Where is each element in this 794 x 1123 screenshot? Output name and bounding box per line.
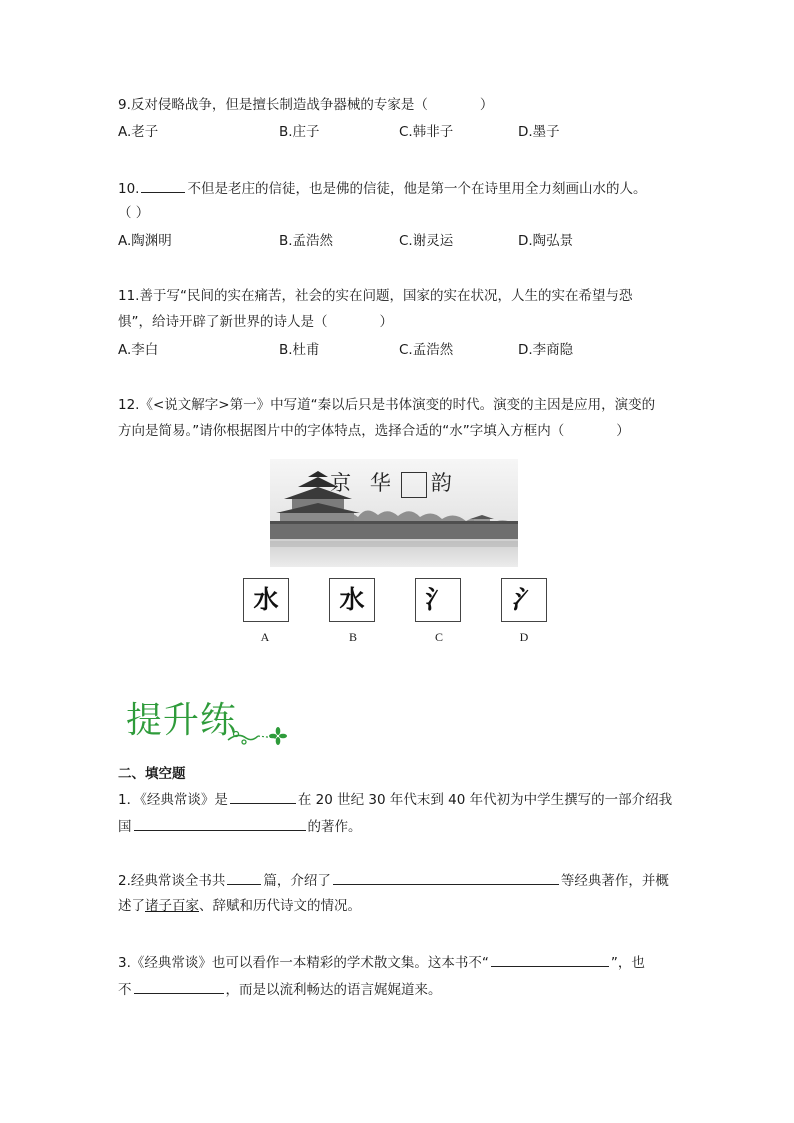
q10-option-a[interactable]: A.陶渊明 xyxy=(118,233,172,249)
choice-a-label: A xyxy=(260,630,270,644)
q9-option-d[interactable]: D.墨子 xyxy=(518,124,560,140)
choice-a-glyph: 水 xyxy=(253,585,279,614)
palace-picture xyxy=(270,459,518,567)
q11-line-1: 11.善于写“民间的实在痛苦，社会的实在问题，国家的实在状况，人生的实在希望与恐 xyxy=(118,288,633,304)
q11-option-b[interactable]: B.杜甫 xyxy=(279,342,320,358)
fill-1-blank-content[interactable] xyxy=(134,815,306,831)
choice-b-box[interactable] xyxy=(329,578,375,622)
banner-title: 提升练 xyxy=(126,700,238,741)
q11-option-c[interactable]: C.孟浩然 xyxy=(399,342,454,358)
choice-c-box[interactable] xyxy=(415,578,461,622)
section-title: 二、填空题 xyxy=(118,766,186,782)
question-9: 9.反对侵略战争，但是擅长制造战争器械的专家是（ ） xyxy=(118,97,494,113)
picture-blank-box xyxy=(401,472,427,498)
q11-options xyxy=(118,340,678,360)
vine-decoration-icon xyxy=(226,722,296,750)
fill-2-underlined-term: 诸子百家 xyxy=(145,898,199,914)
fill-2-line-1: 2.经典常谈全书共 篇，介绍了 等经典著作，并概 xyxy=(118,869,669,891)
q10-text: 不但是老庄的信徒，也是佛的信徒，他是第一个在诗里用全力刻画山水的人。 xyxy=(187,181,647,197)
fill-1-line-2: 国 的著作。 xyxy=(118,815,362,837)
q10-options xyxy=(118,231,678,251)
q10-paren: （ ） xyxy=(118,205,150,221)
choice-b-glyph: 水 xyxy=(339,585,365,614)
choice-d-label: D xyxy=(519,630,529,644)
q9-option-b[interactable]: B.庄子 xyxy=(279,124,320,140)
q11-line-2: 惧”，给诗开辟了新世界的诗人是（ ） xyxy=(118,314,393,330)
q9-option-c[interactable]: C.韩非子 xyxy=(399,124,454,140)
choice-b-label: B xyxy=(348,630,357,644)
choice-c-label: C xyxy=(434,630,443,644)
fill-2-blank-count[interactable] xyxy=(227,869,261,885)
fill-1-line-1: 1．《经典常谈》是 在 20 世纪 30 年代末到 40 年代初为中学生撰写的一部介绍我 xyxy=(118,788,672,810)
q10-blank[interactable] xyxy=(141,177,185,193)
fill-2-line-2: 述了诸子百家、辞赋和历代诗文的情况。 xyxy=(118,898,361,914)
choice-d-box[interactable] xyxy=(501,578,547,622)
fill-3-line-2: 不 ，而是以流利畅达的语言娓娓道来。 xyxy=(118,978,442,1000)
choice-d-glyph: 氵 xyxy=(511,585,537,614)
q9-option-a[interactable]: A.老子 xyxy=(118,124,159,140)
fill-3-blank-2[interactable] xyxy=(134,978,224,994)
fill-3-line-1: 3.《经典常谈》也可以看作一本精彩的学术散文集。这本书不“ ”，也 xyxy=(118,951,645,973)
q9-text: 9.反对侵略战争，但是擅长制造战争器械的专家是（ xyxy=(118,97,428,113)
q11-option-a[interactable]: A.李白 xyxy=(118,342,159,358)
q12-line-2: 方向是简易。”请你根据图片中的字体特点，选择合适的“水”字填入方框内（ ） xyxy=(118,423,630,439)
q11-option-d[interactable]: D.李商隐 xyxy=(518,342,574,358)
fill-3-blank-1[interactable] xyxy=(491,951,609,967)
choice-c-glyph: 氵 xyxy=(425,585,451,614)
picture-caption: 京 华 韵 xyxy=(270,467,518,498)
fill-1-blank-author[interactable] xyxy=(230,788,296,804)
q10-option-c[interactable]: C.谢灵运 xyxy=(399,233,454,249)
choice-a-box[interactable] xyxy=(243,578,289,622)
q10-option-d[interactable]: D.陶弘景 xyxy=(518,233,574,249)
question-10: 10. 不但是老庄的信徒，也是佛的信徒，他是第一个在诗里用全力刻画山水的人。 xyxy=(118,177,646,199)
q12-line-1: 12.《<说文解字>第一》中写道“秦以后只是书体演变的时代。演变的主因是应用，演变的 xyxy=(118,397,656,413)
fill-2-blank-works[interactable] xyxy=(333,869,559,885)
q9-options xyxy=(118,122,678,142)
q10-option-b[interactable]: B.孟浩然 xyxy=(279,233,334,249)
